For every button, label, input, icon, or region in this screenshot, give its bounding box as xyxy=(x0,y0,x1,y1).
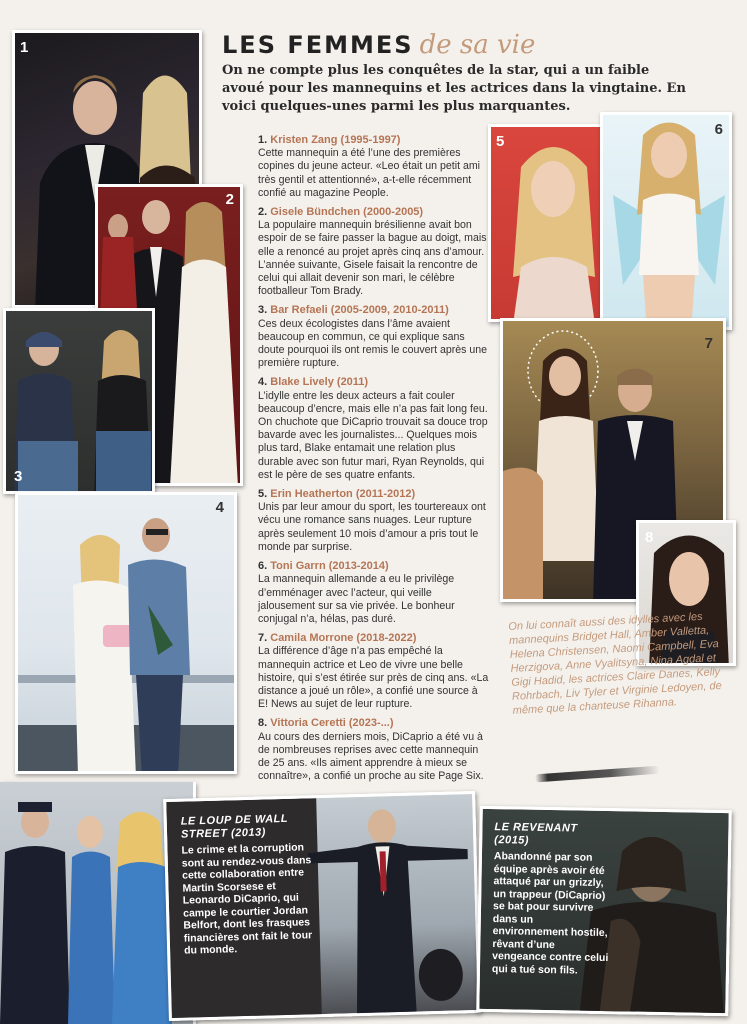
film-wolf-of-wall-street xyxy=(163,791,481,1021)
photo-5-figure xyxy=(491,127,612,322)
entry-6: 6. Toni Garrn (2013-2014) La mannequin allemande a eu le privilège d’emménager avec l’acteur, qui veille jalousement sur sa vie privée. Le bonheur conjugal n’a, hélas, pas duré. xyxy=(258,560,490,626)
entry-1: 1. Kristen Zang (1995-1997) Cette mannequin a été l’une des premières copines du jeune acteur. «Leo était un petit ami très gentil et attentionné», a-t-elle récemment confié au magazine People. xyxy=(258,134,490,200)
entry-name: Vittoria Ceretti (2023-...) xyxy=(270,717,394,730)
entry-name: Toni Garrn (2013-2014) xyxy=(270,560,389,573)
film-wolf-title: LE LOUP DE WALL STREET (2013) xyxy=(180,812,288,841)
entry-5: 5. Erin Heatherton (2011-2012) Unis par leur amour du sport, les tourtereaux ont vécu une romance sans nuages. Leur rupture après seulement 10 mois d’amour a pris tout le monde par surprise. xyxy=(258,488,490,554)
sidebar-note: On lui connaît aussi des idylles avec les mannequins Bridget Hall, Amber Valletta, Helena Christensen, Naomi Campbell, Eva Herzigova, Anne Vyalitsyna, Nina Agdal et Gigi Hadid, les actrices Claire Danes, Kelly Rohrbach, Liv Tyler et Virginie Ledoyen, de même que la chanteuse Rihanna. xyxy=(508,610,722,717)
photo-3-figures xyxy=(6,311,155,494)
photo-blake-lively xyxy=(15,492,237,774)
entries-list xyxy=(258,134,490,789)
entry-name: Bar Refaeli (2005-2009, 2010-2011) xyxy=(270,304,449,317)
entry-text: L’idylle entre les deux acteurs a fait couler beaucoup d’encre, mais elle n’a pas fait long feu. On chuchote que DiCaprio trouvait sa douce trop bavarde avec les journalistes... Quelques mois plus tard, Blake entamait une relation plus durable avec son futur mari, Ryan Reynolds, qui est le père de ses quatre enfants. xyxy=(258,389,488,481)
entry-4: 4. Blake Lively (2011) L’idylle entre les deux acteurs a fait couler beaucoup d’encre, mais elle n’a pas fait long feu. On chuchote que DiCaprio trouvait sa douce trop bavarde avec les journalistes... Quelques mois plus tard, Blake entamait une relation plus durable avec son futur mari, Ryan Reynolds, qui est le père de ses quatre enfants. xyxy=(258,376,490,482)
page-title xyxy=(222,30,535,60)
photo-number-8: 8 xyxy=(645,529,654,546)
title-main: LES FEMMES xyxy=(222,31,414,59)
film-revenant-title: LE REVENANT (2015) xyxy=(494,821,578,847)
photo-number-2: 2 xyxy=(225,191,234,208)
entry-text: La populaire mannequin brésilienne avait bon espoir de se faire passer la bague au doigt, mais elle a renoncé au projet après cinq ans d’amour. L’année suivante, Gisele faisait la rencontre de celui qui allait devenir son mari, le célèbre footballeur Tom Brady. xyxy=(258,219,487,298)
entry-text: Cette mannequin a été l’une des premières copines du jeune acteur. «Leo était un petit ami très gentil et attentionné», a-t-elle récemment confié au magazine People. xyxy=(258,147,481,199)
film-revenant-text: Abandonné par son équipe après avoir été attaqué par un grizzly, un trappeur (DiCaprio) se bat pour survivre dans un environnement hostile, rêvant d’une vengeance contre celui qui a tué son fils. xyxy=(491,850,609,977)
photo-4-figures xyxy=(18,495,237,774)
entry-name: Camila Morrone (2018-2022) xyxy=(270,632,417,645)
entry-name: Erin Heatherton (2011-2012) xyxy=(270,488,416,501)
film-the-revenant xyxy=(476,806,732,1016)
photo-6-figure xyxy=(603,115,732,330)
photo-number-4: 4 xyxy=(215,499,224,516)
intro-text: On ne compte plus les conquêtes de la star, qui a un faible avoué pour les mannequins et les actrices dans la vingtaine. En voici quelques-unes parmi les plus marquantes. xyxy=(222,63,686,114)
entry-name: Kristen Zang (1995-1997) xyxy=(270,134,401,146)
film-wolf-caption xyxy=(181,812,315,957)
photo-number-7: 7 xyxy=(704,335,713,352)
entry-text: Au cours des derniers mois, DiCaprio a été vu à de nombreuses reprises avec cette mannequin de 25 ans. «Ils aiment apprendre à mieux se connaître», a confié un proche au site Page Six. xyxy=(258,730,484,783)
entry-text: La différence d’âge n’a pas empêché la mannequin actrice et Leo de vivre une belle histoire, qui s’est étirée sur près de cinq ans. «La distance a joué un rôle», a confié une source à E! News au sujet de leur rupture. xyxy=(258,645,489,711)
entry-name: Gisele Bündchen (2000-2005) xyxy=(270,206,424,219)
photo-erin-heatherton xyxy=(488,124,612,322)
photo-toni-garrn xyxy=(600,112,732,330)
photo-number-6: 6 xyxy=(714,121,723,138)
film-revenant-caption xyxy=(492,821,613,977)
entry-text: Ces deux écologistes dans l’âme avaient beaucoup en commun, ce qui explique sans doute pourquoi ils ont remis le couvert après une première rupture. xyxy=(258,317,488,370)
entry-2: 2. Gisele Bündchen (2000-2005) La populaire mannequin brésilienne avait bon espoir de se faire passer la bague au doigt, mais elle a renoncé au projet après cinq ans d’amour. L’année suivante, Gisele faisait la rencontre de celui qui allait devenir son mari, le célèbre footballeur Tom Brady. xyxy=(258,206,490,298)
entry-text: La mannequin allemande a eu le privilège d’emménager avec l’acteur, qui veille jalousement sur sa vie privée. Le bonheur conjugal n’a, hélas, pas duré. xyxy=(258,573,455,625)
entry-text: Unis par leur amour du sport, les tourtereaux ont vécu une romance sans nuages. Leur rupture après seulement 10 mois d’amour a pris tout le monde par surprise. xyxy=(258,501,486,553)
photo-number-1: 1 xyxy=(20,39,29,56)
title-script: de sa vie xyxy=(419,30,536,60)
photo-number-3: 3 xyxy=(14,468,23,485)
photo-bar-refaeli xyxy=(3,308,155,494)
entry-8: 8. Vittoria Ceretti (2023-...) Au cours des derniers mois, DiCaprio a été vu à de nombreuses reprises avec cette mannequin de 25 ans. «Ils aiment apprendre à mieux se connaître», a confié un proche au site Page Six. xyxy=(258,717,490,783)
brush-stroke-divider xyxy=(535,766,660,783)
film-wolf-text: Le crime et la corruption sont au rendez-vous dans cette collaboration entre Martin Scorsese et Leonardo DiCaprio, qui campe le courtier Jordan Belfort, dont les frasques financières ont fait le tour du monde. xyxy=(181,841,313,957)
entry-3: 3. Bar Refaeli (2005-2009, 2010-2011) Ces deux écologistes dans l’âme avaient beaucoup en commun, ce qui explique sans doute pourquoi ils ont remis le couvert après une première rupture. xyxy=(258,304,490,370)
entry-7: 7. Camila Morrone (2018-2022) La différence d’âge n’a pas empêché la mannequin actrice et Leo de vivre une belle histoire, qui s’est étirée sur près de cinq ans. «La distance a joué un rôle», a confié une source à E! News au sujet de leur rupture. xyxy=(258,632,489,711)
photo-number-5: 5 xyxy=(496,133,505,150)
entry-name: Blake Lively (2011) xyxy=(270,376,369,389)
